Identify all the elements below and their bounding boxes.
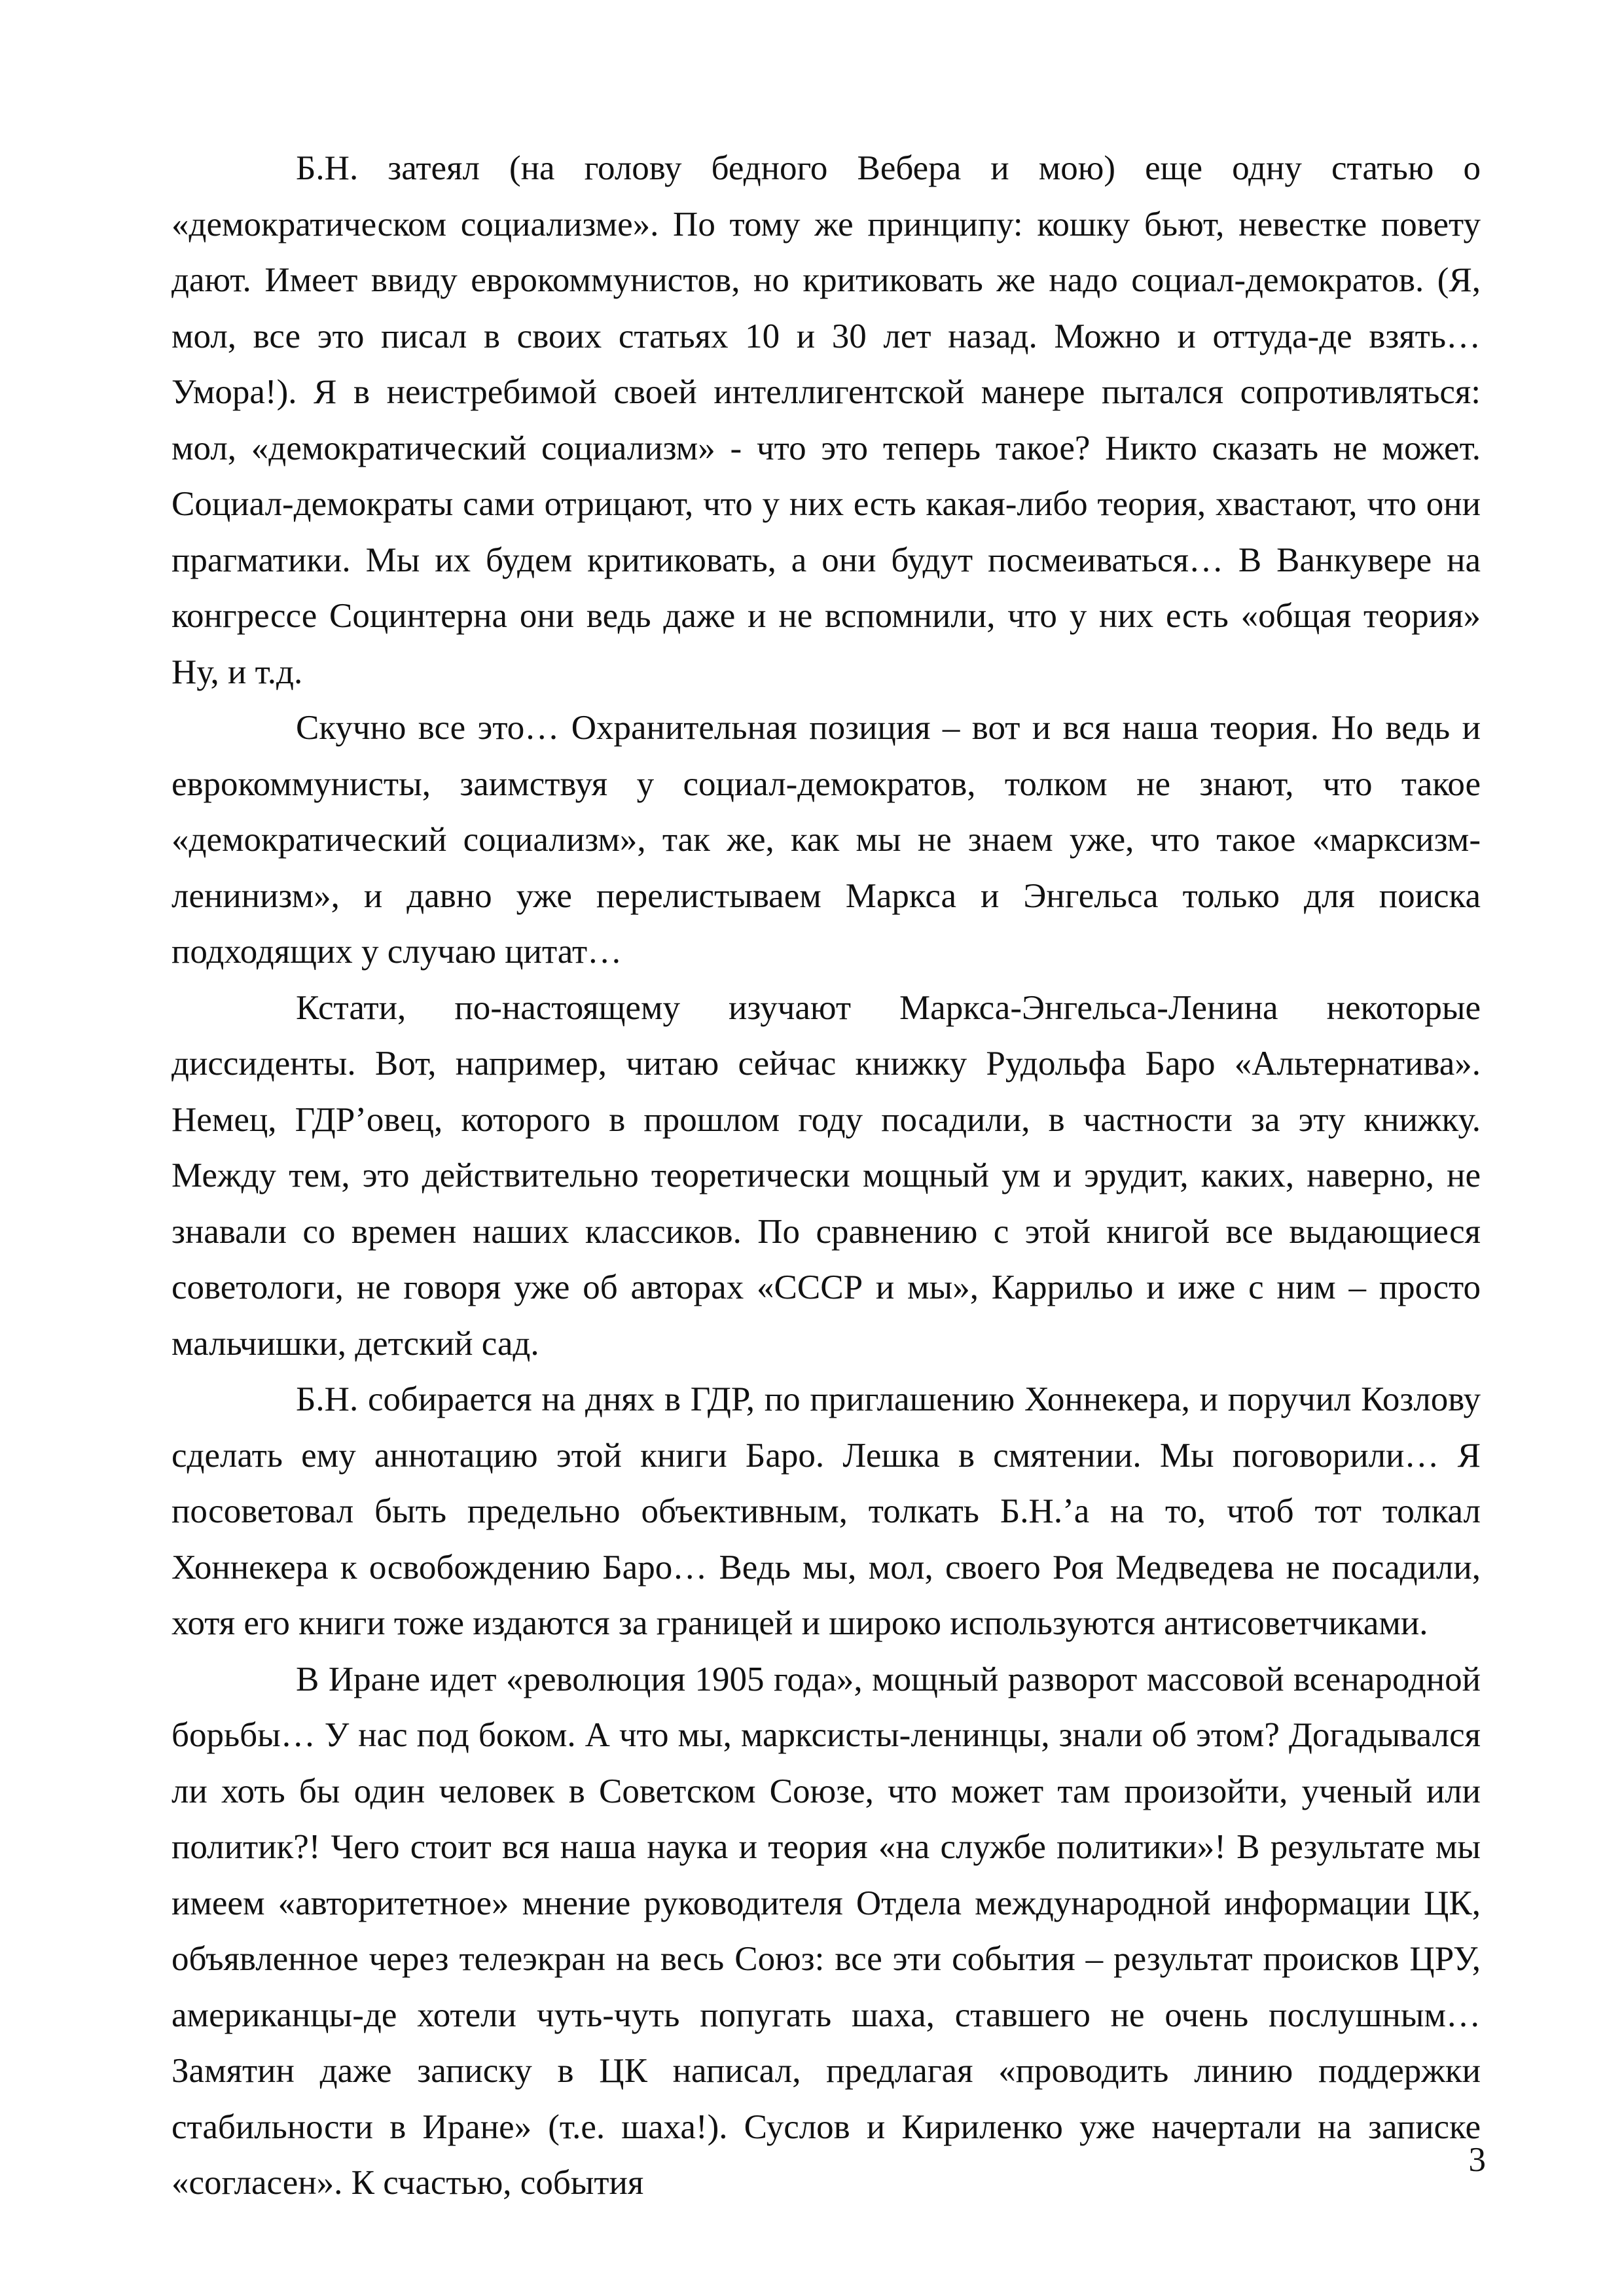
- page-number: 3: [1468, 2141, 1486, 2179]
- paragraph-3: Кстати, по-настоящему изучают Маркса-Энгельса-Ленина некоторые диссиденты. Вот, например, читаю сейчас книжку Рудольфа Баро «Альтернатива». Немец, ГДР’овец, которого в прошлом году посадили, в частности за эту книжку. Между тем, это действительно теоретически мощный ум и эрудит, каких, наверно, не знавали со времен наших классиков. По сравнению с этой книгой все выдающиеся советологи, не говоря уже об авторах «СССР и мы», Каррильо и иже с ним – просто мальчишки, детский сад.: [171, 988, 1481, 1363]
- paragraph-5: В Иране идет «революция 1905 года», мощный разворот массовой всенародной борьбы… У нас под боком. А что мы, марксисты-ленинцы, знали об этом? Догадывался ли хоть бы один человек в Советском Союзе, что может там произойти, ученый или политик?! Чего стоит вся наша наука и теория «на службе политики»! В результате мы имеем «авторитетное» мнение руководителя Отдела международной информации ЦК, объявленное через телеэкран на весь Союз: все эти события – результат происков ЦРУ, американцы-де хотели чуть-чуть попугать шаха, ставшего не очень послушным… Замятин даже записку в ЦК написал, предлагая «проводить линию поддержки стабильности в Иране» (т.е. шаха!). Суслов и Кириленко уже начертали на записке «согласен». К счастью, события: [171, 1660, 1481, 2202]
- paragraph-1: Б.Н. затеял (на голову бедного Вебера и мою) еще одну статью о «демократическом социализме». По тому же принципу: кошку бьют, невестке повету дают. Имеет ввиду еврокоммунистов, но критиковать же надо социал-демократов. (Я, мол, все это писал в своих статьях 10 и 30 лет назад. Можно и оттуда-де взять… Умора!). Я в неистребимой своей интеллигентской манере пытался сопротивляться: мол, «демократический социализм» - что это теперь такое? Никто сказать не может. Социал-демократы сами отрицают, что у них есть какая-либо теория, хвастают, что они прагматики. Мы их будем критиковать, а они будут посмеиваться… В Ванкувере на конгрессе Социнтерна они ведь даже и не вспомнили, что у них есть «общая теория» Ну, и т.д.: [171, 149, 1481, 691]
- paragraph-4: Б.Н. собирается на днях в ГДР, по приглашению Хоннекера, и поручил Козлову сделать ему аннотацию этой книги Баро. Лешка в смятении. Мы поговорили… Я посоветовал быть предельно объективным, толкать Б.Н.’а на то, чтоб тот толкал Хоннекера к освобождению Баро… Ведь мы, мол, своего Роя Медведева не посадили, хотя его книги тоже издаются за границей и широко используются антисоветчиками.: [171, 1380, 1481, 1642]
- paragraph-2: Скучно все это… Охранительная позиция – вот и вся наша теория. Но ведь и еврокоммунисты, заимствуя у социал-демократов, толком не знают, что такое «демократический социализм», так же, как мы не знаем уже, что такое «марксизм-ленинизм», и давно уже перелистываем Маркса и Энгельса только для поиска подходящих у случаю цитат…: [171, 709, 1481, 971]
- body-text: [171, 141, 1481, 2212]
